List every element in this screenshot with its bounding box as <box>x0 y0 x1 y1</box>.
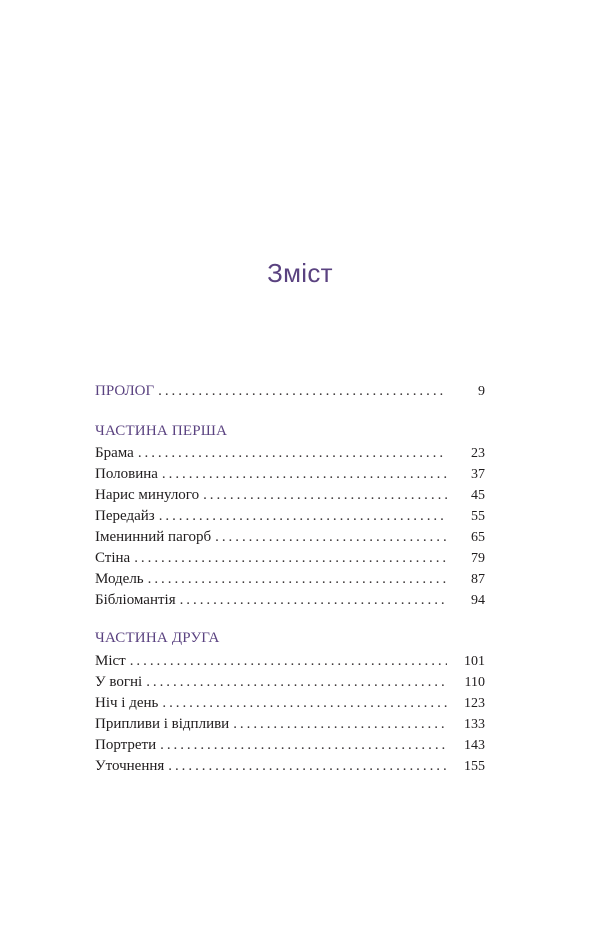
toc-entry[interactable] <box>95 590 485 610</box>
toc-entry[interactable] <box>95 548 485 568</box>
toc-entry-title: Портрети <box>95 737 157 753</box>
section-heading-part-two: ЧАСТИНА ДРУГА <box>95 630 220 646</box>
toc-leader-dots <box>138 443 447 463</box>
toc-leader-dots <box>203 485 447 505</box>
toc-entry-page: 79 <box>471 551 485 566</box>
toc-entry-prologue[interactable] <box>95 381 485 401</box>
toc-entry[interactable] <box>95 756 485 776</box>
toc-entry[interactable] <box>95 672 485 692</box>
toc-leader-dots <box>146 672 447 692</box>
toc-entry-title: Брама <box>95 445 134 461</box>
toc-entry[interactable] <box>95 464 485 484</box>
section-heading-part-one: ЧАСТИНА ПЕРША <box>95 423 228 439</box>
toc-entry-page: 123 <box>464 696 485 711</box>
toc-leader-dots <box>148 569 447 589</box>
toc-leader-dots <box>180 590 447 610</box>
toc-leader-dots <box>162 693 447 713</box>
toc-entry-title: Міст <box>95 653 126 669</box>
toc-entry-page: 45 <box>471 488 485 503</box>
toc-entry-page: 94 <box>471 593 485 608</box>
toc-entry-title: Уточнення <box>95 758 165 774</box>
toc-leader-dots <box>160 735 447 755</box>
toc-leader-dots <box>134 548 447 568</box>
toc-entry-title: Бібліомантія <box>95 592 176 608</box>
toc-entry[interactable] <box>95 651 485 671</box>
toc-entry[interactable] <box>95 443 485 463</box>
toc-leader-dots <box>233 714 447 734</box>
toc-entry-page: 101 <box>464 654 485 669</box>
toc-entry-title: Модель <box>95 571 144 587</box>
toc-entry-page: 110 <box>464 675 485 690</box>
toc-entry[interactable] <box>95 506 485 526</box>
toc-entry[interactable] <box>95 735 485 755</box>
toc-entry-title: Нарис минулого <box>95 487 200 503</box>
toc-entry-page: 37 <box>471 467 485 482</box>
toc-leader-dots <box>162 464 447 484</box>
toc-entry-page: 133 <box>464 717 485 732</box>
toc-entry-title: Іменинний пагорб <box>95 529 212 545</box>
toc-entry-page: 143 <box>464 738 485 753</box>
toc-entry[interactable] <box>95 693 485 713</box>
toc-entry[interactable] <box>95 569 485 589</box>
toc-entry-page: 55 <box>471 509 485 524</box>
toc-entry[interactable] <box>95 527 485 547</box>
toc-leader-dots <box>130 651 447 671</box>
toc-entry-title: Ніч і день <box>95 695 159 711</box>
toc-entry-title: У вогні <box>95 674 143 690</box>
toc-entry[interactable] <box>95 485 485 505</box>
toc-entry-page: 155 <box>464 759 485 774</box>
toc-entry-page: 9 <box>478 384 485 399</box>
toc-entry-page: 87 <box>471 572 485 587</box>
toc-entry-title: ПРОЛОГ <box>95 383 155 399</box>
toc-leader-dots <box>215 527 447 547</box>
page-title: Зміст <box>267 258 333 288</box>
toc-entry[interactable] <box>95 714 485 734</box>
toc-leader-dots <box>159 506 447 526</box>
toc-entry-page: 65 <box>471 530 485 545</box>
toc-entry-title: Половина <box>95 466 158 482</box>
toc-entry-title: Передайз <box>95 508 155 524</box>
toc-entry-title: Припливи і відпливи <box>95 716 230 732</box>
toc-entry-page: 23 <box>471 446 485 461</box>
toc-leader-dots <box>158 381 447 401</box>
toc-entry-title: Стіна <box>95 550 131 566</box>
toc-leader-dots <box>168 756 447 776</box>
